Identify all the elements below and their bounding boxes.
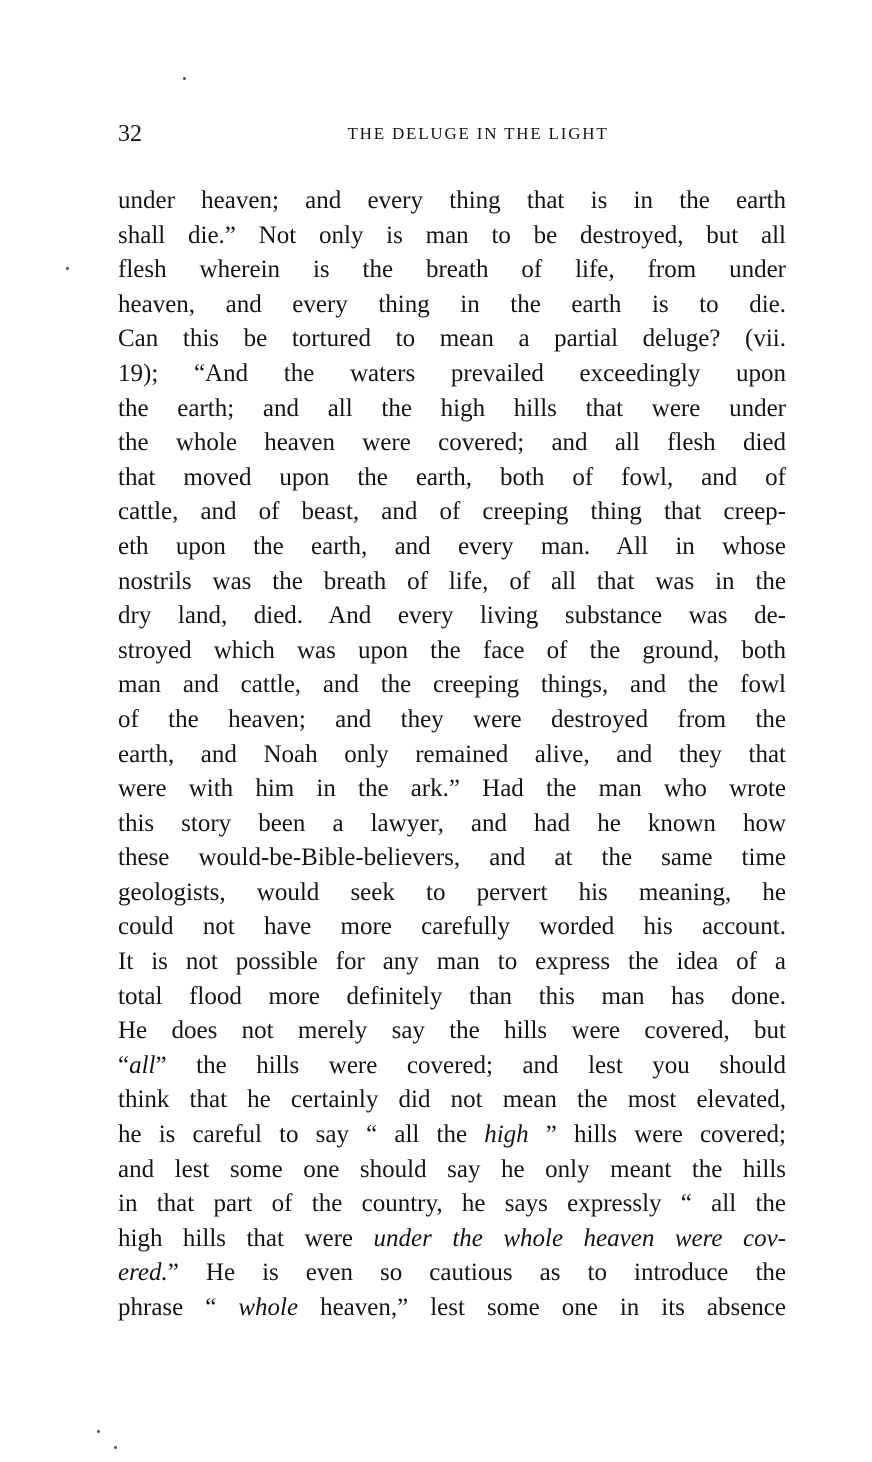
text-line: think that he certainly did not mean the most elevated, [118,1086,786,1114]
text-line: total flood more definitely than this man has done. [118,982,786,1010]
scan-speck [183,77,186,80]
text-line: and lest some one should say he only meant the hills [118,1155,786,1183]
text-line: could not have more carefully worded his account. [118,913,786,941]
scan-speck [97,1430,100,1433]
text-line: stroyed which was upon the face of the ground, both [118,636,786,664]
emphasis-all: all [129,1051,156,1079]
text-line: geologists, would seek to pervert his meaning, he [118,878,786,906]
text-line: of the heaven; and they were destroyed from the [118,705,786,733]
emphasis-ered: ered. [118,1259,168,1287]
text-line: these would-be-Bible-believers, and at the same time [118,844,786,872]
running-head: THE DELUGE IN THE LIGHT [347,124,609,143]
text-line: under heaven; and every thing that is in the earth [118,187,786,214]
text-line [118,1222,786,1257]
emphasis-high: high [484,1121,529,1149]
text-fragment: “ [118,1051,130,1079]
text-line: Can this be tortured to mean a partial deluge? (vii. [118,325,786,353]
text-line: the earth; and all the high hills that were under [118,394,786,422]
text-line: in that part of the country, he says expressly “ all the [118,1190,786,1218]
body-text [118,184,786,1326]
text-line [118,1291,786,1326]
text-line: the whole heaven were covered; and all flesh died [118,429,786,457]
text-line: were with him in the ark.” Had the man who wrote [118,775,786,803]
text-line: nostrils was the breath of life, of all that was in the [118,567,786,595]
text-line: man and cattle, and the creeping things, and the fowl [118,671,786,699]
text-line: flesh wherein is the breath of life, from under [118,256,786,284]
emphasis-under-whole-heaven: under the whole heaven were cov- [373,1224,786,1252]
text-line: that moved upon the earth, both of fowl, and of [118,463,786,491]
text-line: dry land, died. And every living substance was de- [118,602,786,630]
text-line: heaven, and every thing in the earth is to die. [118,290,786,318]
text-line [118,1049,786,1084]
text-line: 19); “And the waters prevailed exceedingly upon [118,359,786,387]
text-fragment: high hills that were [118,1224,374,1252]
page-header [118,119,786,149]
text-fragment: phrase “ [118,1294,239,1321]
text-fragment: ” hills were covered; [528,1121,786,1149]
text-line: earth, and Noah only remained alive, and they that [118,740,786,768]
text-line: cattle, and of beast, and of creeping thing that creep- [118,498,786,526]
emphasis-whole: whole [238,1294,299,1321]
scan-speck [114,1446,117,1449]
page-number: 32 [118,121,142,147]
text-fragment: he is careful to say “ all the [118,1121,485,1149]
text-line: eth upon the earth, and every man. All in whose [118,532,786,560]
text-line [118,1256,786,1291]
text-line: It is not possible for any man to express the idea of a [118,948,786,976]
scan-speck [66,267,69,270]
text-fragment: ” He is even so cautious as to introduce the [167,1259,786,1287]
text-line: shall die.” Not only is man to be destroyed, but all [118,221,786,249]
text-fragment: heaven,” lest some one in its absence [298,1294,787,1321]
text-line: He does not merely say the hills were covered, but [118,1017,786,1045]
text-fragment: ” the hills were covered; and lest you should [155,1051,786,1079]
text-line: this story been a lawyer, and had he known how [118,809,786,837]
text-line [118,1118,786,1153]
